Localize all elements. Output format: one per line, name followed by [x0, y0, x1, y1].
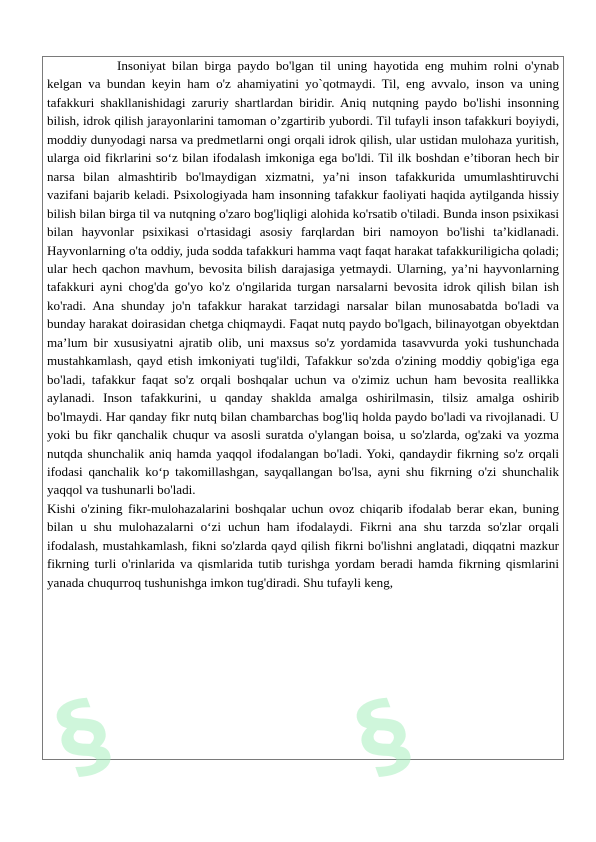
- paragraph-1: Insoniyat bilan birga paydo bo'lgan til uning hayotida eng muhim rolni o'ynab kelgan va bundan keyin ham o'z ahamiyatini yo`qotmaydi. Til, eng avvalo, inson va uning tafakkuri shakllanishidagi zaruriy shartlardan biridir. Aniq nutqning paydo bo'lishi insonning bilish, idrok qilish jarayonlarini tamoman o’zgartirib yubordi. Til tufayli inson tafakkuri boyiydi, moddiy dunyodagi narsa va predmetlarni ongi orqali idrok qilish, ular ustidan mulohaza yuritish, ularga oid fikrlarini so‘z bilan ifodalash imkoniga ega bo'ldi. Til ilk boshdan e’tiboran hech bir narsa bilan almashtirib bo'lmaydigan xizmatni, ya’ni inson tafakkurida umumlashtiruvchi vazifani bajarib keladi. Psixologiyada ham insonning tafakkur faoliyati haqida aytilganda hissiy bilish bilan birga til va nutqning o'zaro bog'liqligi alohida ko'rsatib o'tiladi. Bunda inson psixikasi bilan hayvonlar psixikasi o'rtasidagi asosiy farqlardan biri namoyon bo'lishi ta’kidlanadi. Hayvonlarning o'ta oddiy, juda sodda tafakkuri hamma vaqt faqat harakat tafakkuriligicha qoladi; ular hech qachon mavhum, bevosita bilish darajasiga yetmaydi. Ularning, ya’ni hayvonlarning tafakkuri ayni chog'da go'yo ko'z o'ngilarida turgan narsalarni bevosita idrok qilish bilan ish ko'radi. Ana shunday jo'n tafakkur harakat tarzidagi narsalar bilan munosabatda bo'ladi va bunday harakat doirasidan chetga chiqmaydi. Faqat nutq paydo bo'lgach, bilinayotgan obyektdan ma’lum bir xususiyatni ajratib olib, uni maxsus so'z yordamida tasavvurda yoki tushunchada mustahkamlash, qayd etish imkoniyati tug'ildi, Tafakkur so'zda o'zining moddiy qobig'iga ega bo'ladi, tafakkur faqat so'z orqali boshqalar uchun va o'zimiz uchun ham bevosita reallikka aylanadi. Inson tafakkurini, u qanday shaklda amalga oshirilmasin, tilsiz amalga oshirib bo'lmaydi. Har qanday fikr nutq bilan chambarchas bog'liq holda paydo bo'ladi va rivojlanadi. U yoki bu fikr qanchalik chuqur va asosli suratda o'ylangan boisa, u so'zlarda, og'zaki va yozma nutqda shunchalik aniq hamda yaqqol ifodalangan bo'ladi. Yoki, qandaydir fikrning so'z orqali ifodasi qanchalik ko‘p takomillashgan, sayqallangan bo'lsa, ayni shu fikrning o'zi shunchalik yaqqol va tushunarli bo'ladi.: [47, 58, 559, 498]
- watermark-right-icon: §: [342, 677, 423, 794]
- paragraph-2: Kishi o'zining fikr-mulohazalarini boshqalar uchun ovoz chiqarib ifodalab berar ekan, buning bilan u shu mulohazalarni o‘zi uchun ham ifodalaydi. Fikrni ana shu tarzda so'zlar orqali ifodalash, mustahkamlash, fikni so'zlarda qayd qilish fikrni bo'lishni anglatadi, diqqatni mazkur fikrning turli o'rinlarida va qismlarida tutib turishga yordam beradi hamda fikrning qismlarini yanada chuqurroq tushunishga imkon tug'diradi. Shu tufayli keng,: [47, 500, 559, 590]
- document-body: [47, 57, 559, 592]
- watermark-left-icon: §: [42, 677, 123, 794]
